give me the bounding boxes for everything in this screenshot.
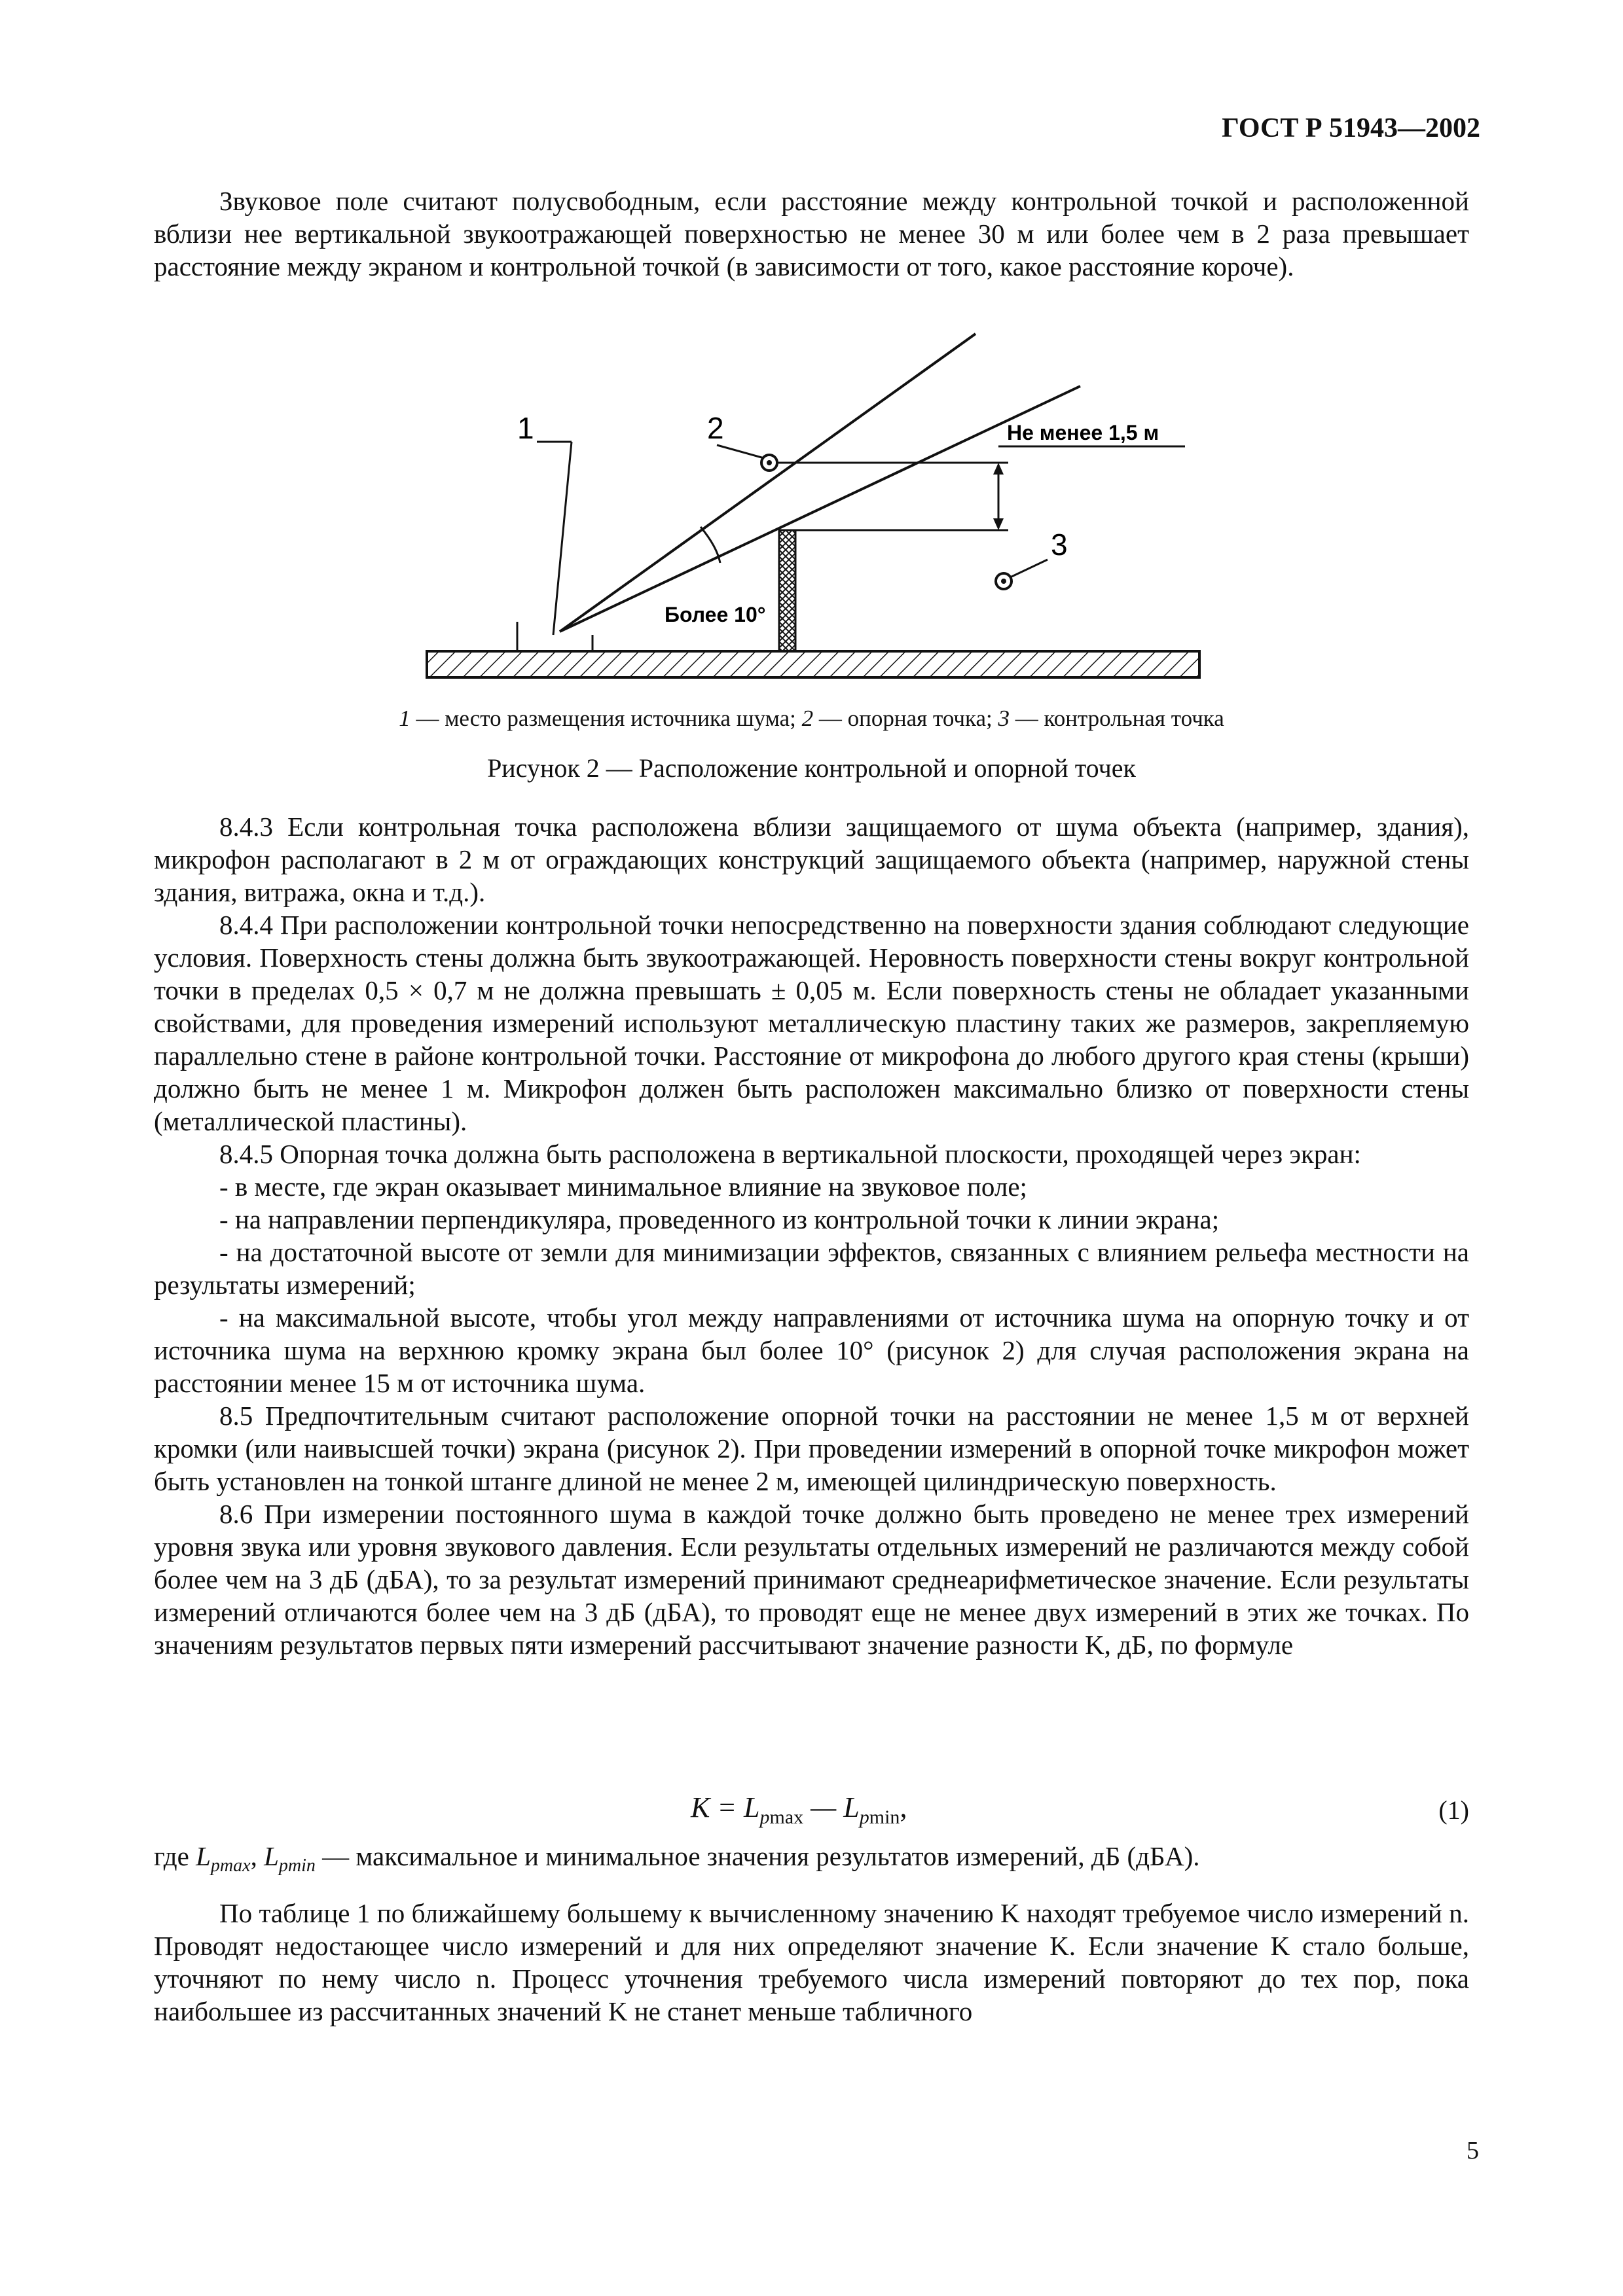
formula-sub1b: max — [769, 1806, 804, 1828]
figure-legend — [154, 706, 1469, 732]
final-paragraph: По таблице 1 по ближайшему большему к вычисленному значению K находят требуемое число измерений n. Проводят недостающее число измерений и для них определяют значение K. Если значение K стало больше, уточняют по нему число n. Процесс уточнения требуемого числа измерений повторяют до тех пор, пока наибольшее из рассчитанных значений K не станет меньше табличного — [154, 1898, 1469, 2026]
intro-text — [154, 185, 1469, 283]
formula-end: , — [900, 1791, 907, 1823]
figure-caption: Рисунок 2 — Расположение контрольной и опорной точек — [487, 753, 1136, 783]
list-item-3: - на достаточной высоте от земли для минимизации эффектов, связанных с влиянием рельефа местности на результаты измерений; — [154, 1237, 1469, 1300]
ray-to-reference — [560, 334, 976, 632]
formula-sub2: p — [859, 1806, 869, 1828]
formula-sub1: p — [759, 1806, 770, 1828]
paragraph-8-5: 8.5 Предпочтительным считают расположение опорной точки на расстоянии не менее 1,5 м от верхней кромки (или наивысшей точки) экрана (рисунок 2). При проведении измерений в опорной точке микрофон может быть установлен на тонкой штанге длиной не менее 2 м, имеющей цилиндрическую поверхность. — [154, 1401, 1469, 1496]
legend-num-2: 2 — [801, 706, 814, 731]
page-number: 5 — [1467, 2137, 1479, 2164]
where-prefix: где — [154, 1841, 196, 1871]
where-s2: pmin — [278, 1856, 316, 1876]
label-min-height: Не менее 1,5 м — [1007, 421, 1159, 444]
legend-text-1: — место размещения источника шума; — [410, 706, 802, 731]
screen-barrier — [779, 530, 795, 651]
legend-num-3: 3 — [998, 706, 1010, 731]
body-text — [154, 810, 1469, 1661]
paragraph-8-4-5: 8.4.5 Опорная точка должна быть расположена в вертикальной плоскости, проходящей через экран: — [219, 1139, 1361, 1169]
where-l1: L — [196, 1841, 211, 1871]
formula-minus: — L — [803, 1791, 860, 1823]
paragraph-8-6: 8.6 При измерении постоянного шума в каждой точке должно быть проведено не менее трех измерений уровня звука или уровня звукового давления. Если результаты отдельных измерений не различаются между собой более чем на 3 дБ (дБА), то за результат измерений принимают среднеарифметическое значение. Если результаты измерений отличаются более чем на 3 дБ (дБА), то проводят еще не менее двух измерений в этих же точках. По значениям результатов первых пяти измерений рассчитывают значение разности K, дБ, по формуле — [154, 1499, 1469, 1660]
list-item-1: - в месте, где экран оказывает минимальное влияние на звуковое поле; — [219, 1172, 1027, 1202]
label-2: 2 — [707, 411, 724, 445]
figure-2-drawing — [419, 321, 1218, 700]
formula — [691, 1791, 907, 1829]
legend-num-1: 1 — [399, 706, 410, 731]
list-item-4: - на максимальной высоте, чтобы угол между направлениями от источника шума на опорную точку и от источника шума на верхнюю кромку экрана был более 10° (рисунок 2) для случая расположения экрана на расстоянии менее 15 м от источника шума. — [154, 1302, 1469, 1398]
where-rest: — максимальное и минимальное значения результатов измерений, дБ (дБА). — [315, 1841, 1200, 1871]
final-text — [154, 1897, 1469, 2028]
equation-number: (1) — [1438, 1795, 1469, 1825]
where-comma: , — [250, 1841, 264, 1871]
legend-text-3: — контрольная точка — [1010, 706, 1224, 731]
ray-to-screen-top — [560, 386, 1080, 632]
document-header: ГОСТ Р 51943—2002 — [1222, 113, 1480, 143]
formula-row — [154, 1791, 1469, 1837]
list-item-2: - на направлении перпендикуляра, проведенного из контрольной точки к линии экрана; — [219, 1204, 1220, 1234]
label-1: 1 — [517, 411, 534, 445]
formula-lhs: K = L — [691, 1791, 760, 1823]
where-s1: pmax — [210, 1856, 251, 1876]
where-l2: L — [264, 1841, 279, 1871]
intro-paragraph: Звуковое поле считают полусвободным, если расстояние между контрольной точкой и расположенной вблизи нее вертикальной звукоотражающей поверхностью не менее 30 м или более чем в 2 раза превышает расстояние между экраном и контрольной точкой (в зависимости от того, какое расстояние короче). — [154, 186, 1469, 281]
where-clause — [154, 1840, 1469, 1876]
paragraph-8-4-3: 8.4.3 Если контрольная точка расположена вблизи защищаемого от шума объекта (например, здания), микрофон располагают в 2 м от ограждающих конструкций защищаемого объекта (например, наружной стены здания, витража, окна и т.д.). — [154, 812, 1469, 907]
label-3: 3 — [1051, 528, 1068, 562]
paragraph-8-4-4: 8.4.4 При расположении контрольной точки непосредственно на поверхности здания соблюдают следующие условия. Поверхность стены должна быть звукоотражающей. Неровность поверхности стены вокруг контрольной точки в пределах 0,5 × 0,7 м не должна превышать ± 0,05 м. Если поверхность стены не обладает указанными свойствами, для проведения измерений используют металлическую пластину таких же размеров, закрепляемую параллельно стене в районе контрольной точки. Расстояние от микрофона до любого другого края стены (крыши) должно быть не менее 1 м. Микрофон должен быть расположен максимально близко от поверхности стены (металлической пластины). — [154, 910, 1469, 1136]
formula-sub2b: min — [869, 1806, 900, 1828]
figure-2 — [419, 321, 1218, 700]
ground-strip — [427, 651, 1199, 677]
label-angle: Более 10° — [665, 603, 766, 626]
legend-text-2: — опорная точка; — [813, 706, 998, 731]
